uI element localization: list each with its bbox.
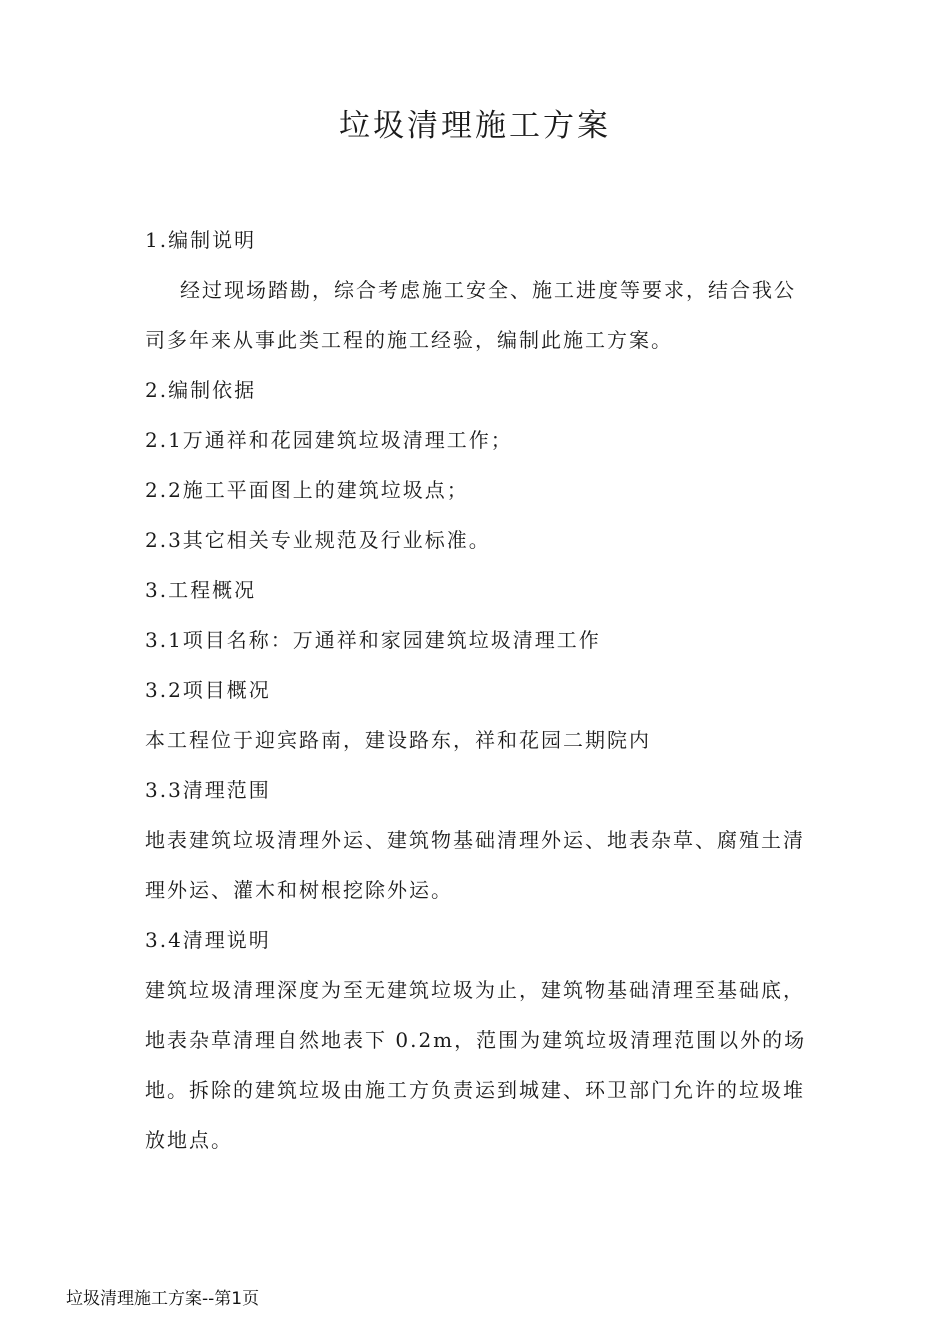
section-heading: 1.编制说明 — [145, 228, 257, 252]
page-footer: 垃圾清理施工方案--第1页 — [66, 1289, 260, 1309]
subsection-heading: 3.3清理范围 — [145, 778, 271, 802]
paragraph-line: 放地点。 — [145, 1128, 233, 1152]
paragraph-line: 理外运、灌木和树根挖除外运。 — [145, 878, 453, 902]
list-item: 2.2施工平面图上的建筑垃圾点； — [145, 478, 469, 502]
section-heading: 2.编制依据 — [145, 378, 257, 402]
paragraph-line: 司多年来从事此类工程的施工经验，编制此施工方案。 — [145, 328, 673, 352]
paragraph-line: 经过现场踏勘，综合考虑施工安全、施工进度等要求，结合我公 — [180, 278, 796, 302]
subsection-heading: 3.4清理说明 — [145, 928, 271, 952]
subsection-heading: 3.2项目概况 — [145, 678, 271, 702]
paragraph-line: 地表杂草清理自然地表下 0.2m，范围为建筑垃圾清理范围以外的场 — [145, 1028, 807, 1052]
section-heading: 3.工程概况 — [145, 578, 257, 602]
list-item: 2.1万通祥和花园建筑垃圾清理工作； — [145, 428, 513, 452]
paragraph-line: 本工程位于迎宾路南，建设路东，祥和花园二期院内 — [145, 728, 651, 752]
list-item: 2.3其它相关专业规范及行业标准。 — [145, 528, 491, 552]
paragraph-line: 地。拆除的建筑垃圾由施工方负责运到城建、环卫部门允许的垃圾堆 — [145, 1078, 805, 1102]
document-body — [145, 215, 810, 1165]
subsection-heading: 3.1项目名称：万通祥和家园建筑垃圾清理工作 — [145, 628, 601, 652]
paragraph-line: 建筑垃圾清理深度为至无建筑垃圾为止，建筑物基础清理至基础底， — [145, 978, 805, 1002]
page-title: 垃圾清理施工方案 — [339, 108, 611, 144]
paragraph-line: 地表建筑垃圾清理外运、建筑物基础清理外运、地表杂草、腐殖土清 — [145, 828, 805, 852]
